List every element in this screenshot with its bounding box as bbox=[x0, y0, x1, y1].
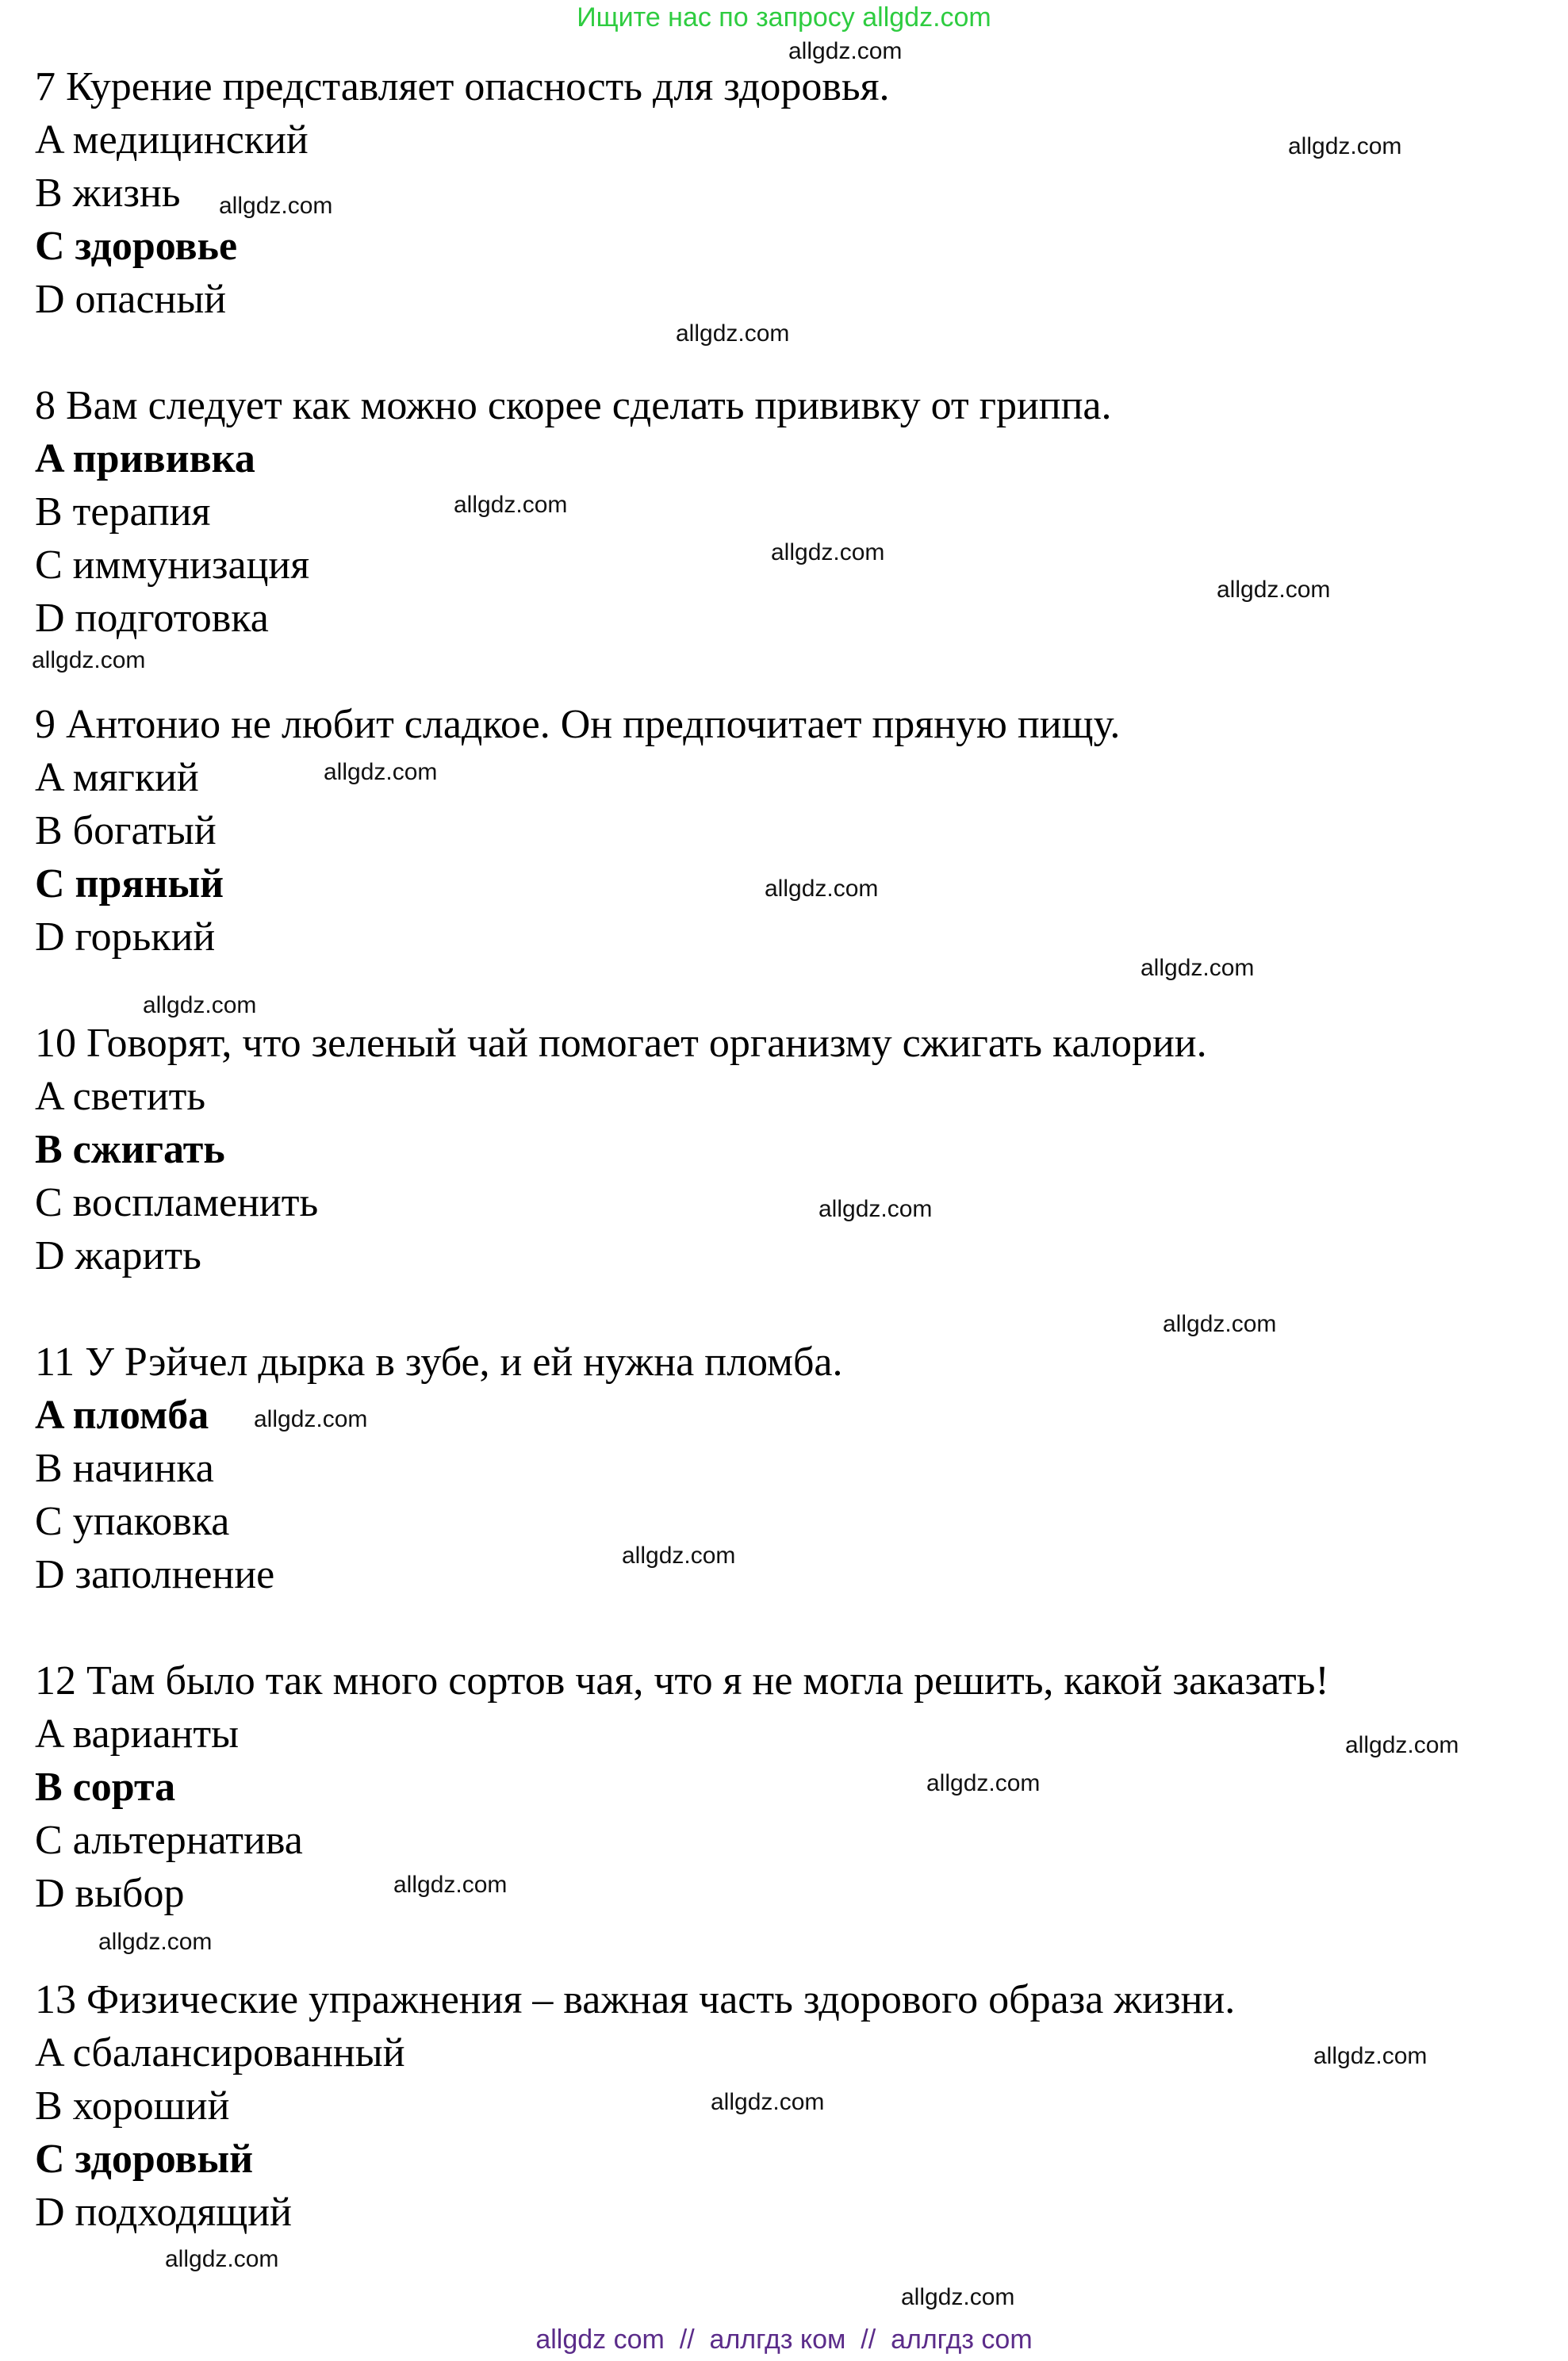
option-b-correct: B сжигать bbox=[35, 1127, 225, 1172]
question-text: 13 Физические упражнения – важная часть здорового образа жизни. bbox=[35, 1977, 1236, 2022]
question-text: 9 Антонио не любит сладкое. Он предпочитает пряную пищу. bbox=[35, 702, 1121, 747]
question-text: 10 Говорят, что зеленый чай помогает организму сжигать калории. bbox=[35, 1021, 1207, 1066]
option-b: B терапия bbox=[35, 489, 211, 535]
footer-links[interactable]: allgdz com // аллгдз ком // аллгдз com bbox=[535, 2325, 1033, 2355]
question-7 bbox=[35, 60, 1542, 326]
question-13 bbox=[35, 1973, 1542, 2239]
option-a-correct: A прививка bbox=[35, 436, 255, 481]
option-c: C иммунизация bbox=[35, 542, 310, 588]
watermark: allgdz.com bbox=[1163, 1311, 1277, 1337]
option-b: B богатый bbox=[35, 808, 217, 853]
option-c: C альтернатива bbox=[35, 1818, 303, 1863]
watermark: allgdz.com bbox=[1345, 1732, 1459, 1758]
question-8 bbox=[35, 379, 1542, 645]
option-d: D жарить bbox=[35, 1233, 201, 1278]
watermark: allgdz.com bbox=[393, 1872, 508, 1898]
option-d: D выбор bbox=[35, 1871, 185, 1916]
option-a: A варианты bbox=[35, 1711, 240, 1757]
option-a: A мягкий bbox=[35, 755, 199, 800]
watermark: allgdz.com bbox=[1288, 133, 1402, 159]
watermark: allgdz.com bbox=[32, 647, 146, 673]
top-banner: Ищите нас по запросу allgdz.com bbox=[577, 2, 991, 33]
option-a: A сбалансированный bbox=[35, 2030, 405, 2075]
question-text: 12 Там было так много сортов чая, что я не могла решить, какой заказать! bbox=[35, 1658, 1329, 1704]
watermark: allgdz.com bbox=[771, 539, 885, 565]
option-d: D подходящий bbox=[35, 2190, 292, 2235]
question-11 bbox=[35, 1336, 1542, 1601]
option-b-correct: B сорта bbox=[35, 1765, 176, 1810]
option-b: B начинка bbox=[35, 1446, 214, 1491]
watermark: allgdz.com bbox=[1141, 955, 1255, 981]
watermark: allgdz.com bbox=[765, 876, 879, 902]
watermark: allgdz.com bbox=[1217, 577, 1331, 603]
option-b: B жизнь bbox=[35, 171, 181, 216]
question-12 bbox=[35, 1654, 1542, 1920]
question-text: 8 Вам следует как можно скорее сделать прививку от гриппа. bbox=[35, 383, 1112, 428]
watermark: allgdz.com bbox=[454, 492, 568, 518]
option-a: A медицинский bbox=[35, 117, 309, 163]
option-d: D подготовка bbox=[35, 596, 269, 641]
question-10 bbox=[35, 1017, 1542, 1282]
watermark: allgdz.com bbox=[926, 1770, 1041, 1796]
option-d: D горький bbox=[35, 914, 216, 960]
option-d: D опасный bbox=[35, 277, 227, 322]
watermark: allgdz.com bbox=[1313, 2043, 1428, 2069]
question-text: 11 У Рэйчел дырка в зубе, и ей нужна пломба. bbox=[35, 1340, 843, 1385]
watermark: allgdz.com bbox=[98, 1929, 213, 1955]
option-a: A светить bbox=[35, 1074, 206, 1119]
option-d: D заполнение bbox=[35, 1552, 275, 1597]
watermark: allgdz.com bbox=[165, 2246, 279, 2272]
watermark: allgdz.com bbox=[711, 2089, 825, 2115]
watermark: allgdz.com bbox=[622, 1543, 736, 1569]
watermark: allgdz.com bbox=[219, 193, 333, 219]
watermark: allgdz.com bbox=[819, 1196, 933, 1222]
option-a-correct: A пломба bbox=[35, 1393, 209, 1438]
watermark: allgdz.com bbox=[324, 759, 438, 785]
option-c: C упаковка bbox=[35, 1499, 230, 1544]
question-9 bbox=[35, 698, 1542, 964]
option-c-correct: C здоровье bbox=[35, 224, 238, 269]
option-c-correct: C здоровый bbox=[35, 2137, 254, 2182]
watermark: allgdz.com bbox=[788, 38, 903, 64]
option-c: C воспламенить bbox=[35, 1180, 319, 1225]
option-b: B хороший bbox=[35, 2083, 230, 2129]
option-c-correct: C пряный bbox=[35, 861, 224, 906]
watermark: allgdz.com bbox=[254, 1406, 368, 1432]
watermark: allgdz.com bbox=[676, 320, 790, 347]
watermark: allgdz.com bbox=[901, 2284, 1015, 2310]
watermark: allgdz.com bbox=[143, 992, 257, 1018]
question-text: 7 Курение представляет опасность для здоровья. bbox=[35, 64, 890, 109]
